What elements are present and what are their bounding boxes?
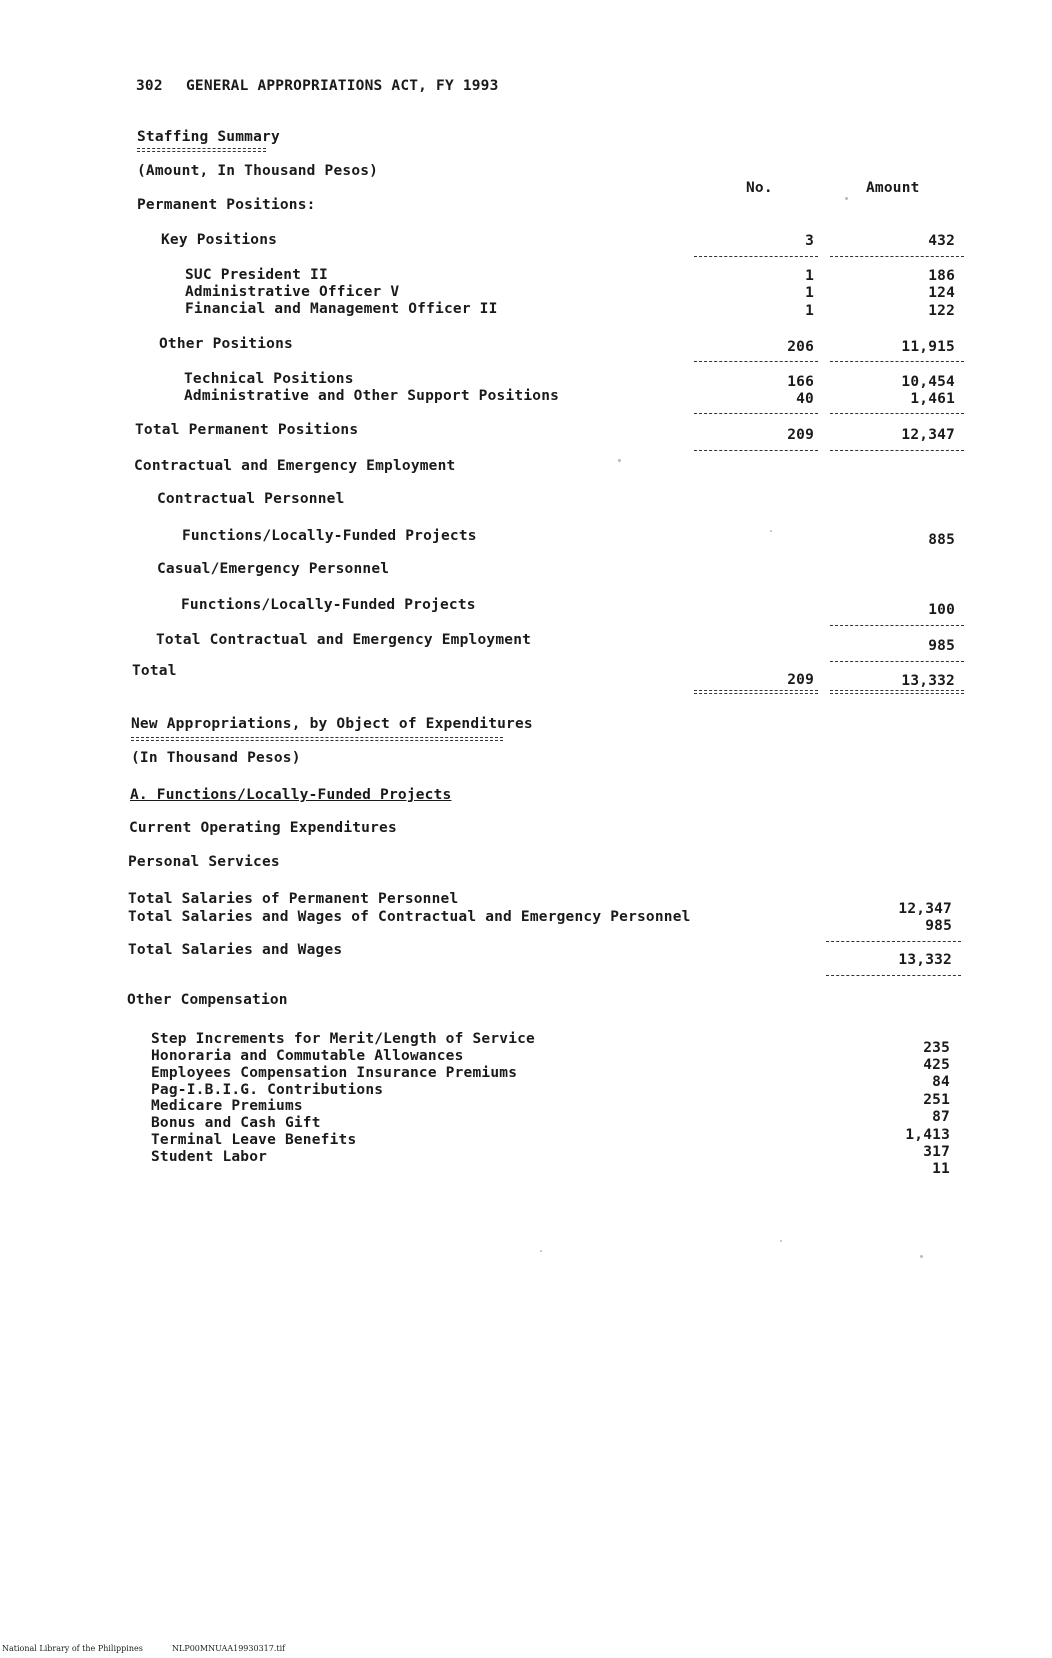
cp-item-label: Functions/Locally-Funded Projects: [182, 528, 477, 544]
contractual-personnel-label: Contractual Personnel: [157, 491, 345, 507]
other-item-label: Administrative and Other Support Positions: [184, 388, 560, 404]
compensation-item: Bonus and Cash Gift: [151, 1115, 321, 1131]
permanent-positions-label: Permanent Positions:: [137, 197, 316, 213]
compensation-item: Pag-I.B.I.G. Contributions: [151, 1082, 384, 1098]
compensation-item: Medicare Premiums: [151, 1098, 303, 1114]
total-label: Total: [132, 663, 177, 679]
rule: [830, 450, 964, 451]
scan-speck: [540, 1250, 542, 1252]
total-contractual-amount: 985: [928, 638, 955, 654]
page-title: GENERAL APPROPRIATIONS ACT, FY 1993: [186, 78, 499, 94]
section-heading: A. Functions/Locally-Funded Projects: [130, 787, 452, 803]
salary-label: Total Salaries and Wages of Contractual and Emergency Personnel: [128, 909, 691, 925]
rule: [830, 361, 964, 362]
other-item-label: Technical Positions: [184, 371, 354, 387]
rule: [694, 450, 818, 451]
other-item-no: 40: [796, 391, 814, 407]
scan-speck: [780, 1240, 782, 1242]
ce-item-amount: 100: [928, 602, 955, 618]
staffing-subtitle: (Amount, In Thousand Pesos): [137, 163, 379, 179]
salary-label: Total Salaries of Permanent Personnel: [128, 891, 459, 907]
casual-personnel-label: Casual/Emergency Personnel: [157, 561, 390, 577]
staffing-title: Staffing Summary: [137, 129, 280, 145]
other-positions-amount: 11,915: [901, 339, 955, 355]
salary-amount: 985: [925, 918, 952, 934]
current-operating-label: Current Operating Expenditures: [129, 820, 397, 836]
scan-speck: [845, 197, 848, 200]
rule: [826, 975, 961, 976]
total-permanent-no: 209: [787, 427, 814, 443]
rule: [694, 256, 818, 257]
appropriations-title: New Appropriations, by Object of Expenditures: [131, 716, 533, 732]
appropriations-subtitle: (In Thousand Pesos): [131, 750, 301, 766]
compensation-item: Step Increments for Merit/Length of Service: [151, 1031, 535, 1047]
compensation-amount: 425: [923, 1057, 950, 1073]
rule: [826, 941, 961, 942]
salary-amount: 12,347: [898, 901, 952, 917]
total-salaries-label: Total Salaries and Wages: [128, 942, 343, 958]
compensation-amount: 251: [923, 1092, 950, 1108]
compensation-amount: 1,413: [905, 1127, 950, 1143]
compensation-amount: 84: [932, 1074, 950, 1090]
compensation-amount: 235: [923, 1040, 950, 1056]
key-item-no: 1: [805, 303, 814, 319]
key-item-amount: 122: [928, 303, 955, 319]
rule: [830, 661, 964, 662]
key-item-no: 1: [805, 268, 814, 284]
rule: [830, 625, 964, 626]
footer-file: NLP00MNUAA19930317.tif: [172, 1644, 286, 1653]
other-item-no: 166: [787, 374, 814, 390]
rule: [830, 256, 964, 257]
total-no: 209: [787, 672, 814, 688]
total-amount: 13,332: [901, 673, 955, 689]
compensation-item: Student Labor: [151, 1149, 268, 1165]
key-positions-amount: 432: [928, 233, 955, 249]
other-positions-no: 206: [787, 339, 814, 355]
title-underline: [131, 737, 503, 741]
double-rule: [694, 690, 818, 694]
total-contractual-label: Total Contractual and Emergency Employment: [156, 632, 532, 648]
total-salaries-amount: 13,332: [898, 952, 952, 968]
personal-services-label: Personal Services: [128, 854, 280, 870]
column-header-amount: Amount: [866, 180, 920, 196]
cp-item-amount: 885: [928, 532, 955, 548]
key-item-label: SUC President II: [185, 267, 328, 283]
scan-speck: [770, 530, 772, 532]
other-item-amount: 10,454: [901, 374, 955, 390]
footer-library: National Library of the Philippines: [2, 1644, 143, 1653]
compensation-amount: 87: [932, 1109, 950, 1125]
other-item-amount: 1,461: [910, 391, 955, 407]
total-permanent-amount: 12,347: [901, 427, 955, 443]
scan-speck: [920, 1255, 923, 1258]
key-item-no: 1: [805, 285, 814, 301]
other-compensation-label: Other Compensation: [127, 992, 288, 1008]
rule: [830, 413, 964, 414]
total-permanent-label: Total Permanent Positions: [135, 422, 359, 438]
key-item-label: Administrative Officer V: [185, 284, 400, 300]
rule: [694, 413, 818, 414]
title-underline: [137, 148, 266, 152]
key-positions-no: 3: [805, 233, 814, 249]
key-positions-label: Key Positions: [161, 232, 278, 248]
compensation-item: Honoraria and Commutable Allowances: [151, 1048, 464, 1064]
double-rule: [830, 690, 964, 694]
other-positions-label: Other Positions: [159, 336, 293, 352]
key-item-amount: 186: [928, 268, 955, 284]
rule: [694, 361, 818, 362]
page-number: 302: [136, 78, 163, 94]
column-header-no: No.: [746, 180, 773, 196]
compensation-amount: 317: [923, 1144, 950, 1160]
compensation-amount: 11: [932, 1161, 950, 1177]
key-item-label: Financial and Management Officer II: [185, 301, 498, 317]
key-item-amount: 124: [928, 285, 955, 301]
compensation-item: Terminal Leave Benefits: [151, 1132, 357, 1148]
contractual-label: Contractual and Emergency Employment: [134, 458, 456, 474]
ce-item-label: Functions/Locally-Funded Projects: [181, 597, 476, 613]
compensation-item: Employees Compensation Insurance Premiums: [151, 1065, 518, 1081]
scan-speck: [618, 459, 621, 462]
